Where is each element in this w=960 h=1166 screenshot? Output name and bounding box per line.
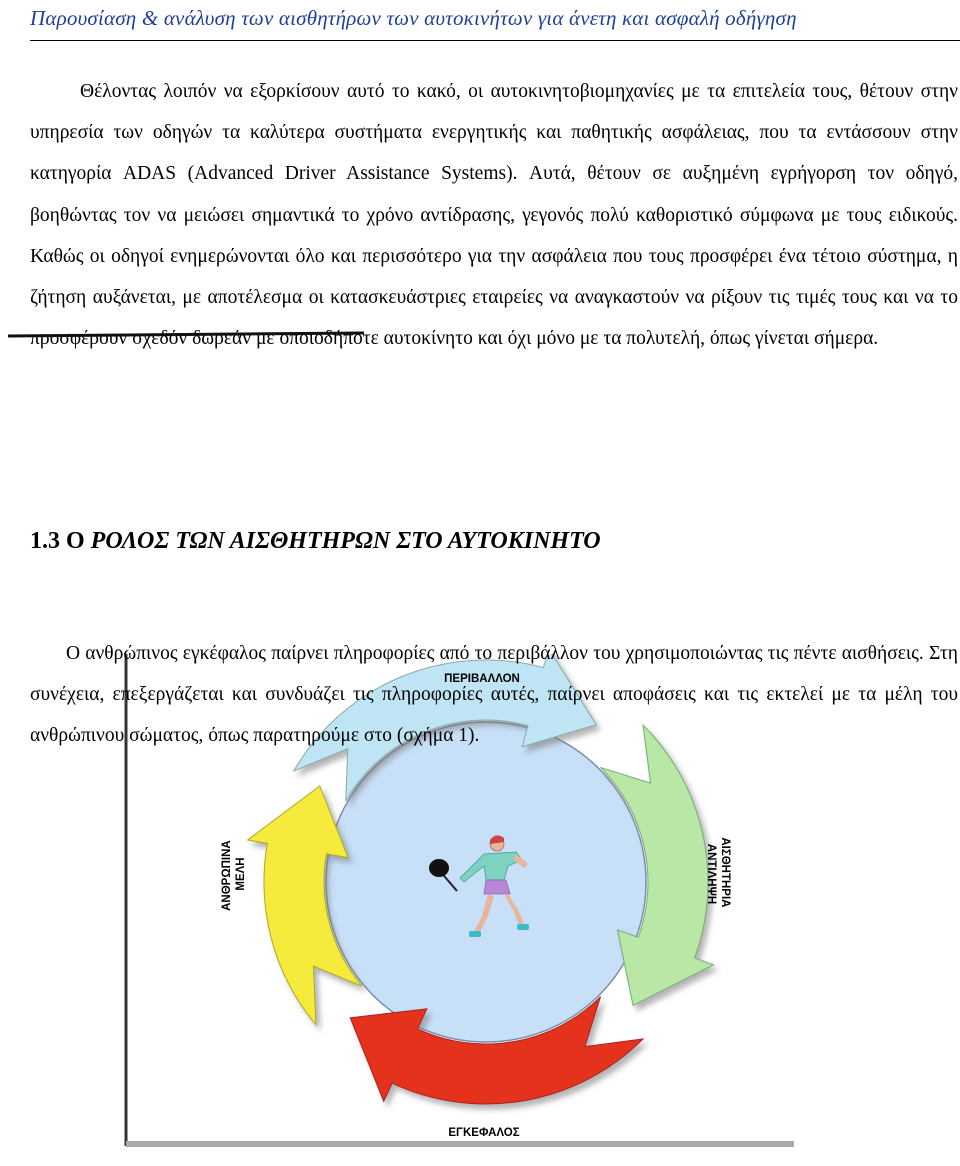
label-sensory-perception — [705, 837, 731, 910]
label-sensory-perception-line2: ΑΝΤΙΛΗΨΗ — [705, 843, 717, 905]
running-header: Παρουσίαση & ανάλυση των αισθητήρων των αυτοκινήτων για άνετη και ασφαλή οδήγηση — [30, 6, 797, 30]
label-sensory-perception-line1: ΑΙΣΘΗΤΗΡΙΑ — [719, 837, 731, 908]
header-rule — [30, 40, 960, 41]
player-shoe-left — [469, 931, 481, 937]
section-number: 1.3 Ο — [30, 528, 91, 554]
label-human-limbs-line1: ΑΝΘΡΩΠΙΝΑ — [221, 840, 233, 911]
player-shorts — [484, 880, 510, 894]
label-human-limbs — [221, 837, 247, 911]
body-paragraph-2: Ο ανθρώπινος εγκέφαλος παίρνει πληροφορίες από το περιβάλλον του χρησιμοποιώντας τις πέντε αισθήσεις. Στη συνέχεια, επεξεργάζεται και συνδυάζει τις πληροφορίες αυτές, παίρνει αποφάσεις και τις εκτελεί με τα μέλη του ανθρώπινου σώματος, όπως παρατηρούμε στο (σχήμα 1). — [30, 643, 958, 747]
player-shoe-right — [517, 924, 529, 930]
body-paragraph-1: Θέλοντας λοιπόν να εξορκίσουν αυτό το κακό, οι αυτοκινητοβιομηχανίες με τα επιτελεία τους, θέτουν στην υπηρεσία των οδηγών τα καλύτερα συστήματα ενεργητικής και παθητικής ασφάλειας, που τα εντάσσουν στην κατηγορία ADAS (Advanced Driver Assistance Systems). Αυτά, θέτουν σε αυξημένη εγρήγορση τον οδηγό, βοηθώντας τον να μειώσει σημαντικά το χρόνο αντίδρασης, γεγονός πολύ καθοριστικό σύμφωνα με τους ειδικούς. Καθώς οι οδηγοί ενημερώνονται όλο και περισσότερο για την ασφάλεια που τους προσφέρει ένα τέτοιο σύστημα, η ζήτηση αυξάνεται, με αποτέλεσμα οι κατασκευάστριες εταιρείες να αναγκαστούν να ρίξουν τις τιμές τους και να το προσφέρουν σχεδόν δωρεάν με οποιοδήποτε αυτοκίνητο και όχι μόνο με τα πολυτελή, όπως γίνεται σήμερα. — [30, 81, 958, 350]
section-heading — [30, 528, 601, 555]
section-title: ΡΟΛΟΣ ΤΩΝ ΑΙΣΘΗΤΗΡΩΝ ΣΤΟ ΑΥΤΟΚΙΝΗΤΟ — [90, 528, 601, 554]
racket-head — [429, 859, 449, 877]
label-environment: ΠΕΡΙΒΑΛΛΟΝ — [444, 673, 520, 685]
label-human-limbs-line2: ΜΕΛΗ — [235, 857, 247, 891]
label-brain: ΕΓΚΕΦΑΛΟΣ — [448, 1127, 520, 1139]
